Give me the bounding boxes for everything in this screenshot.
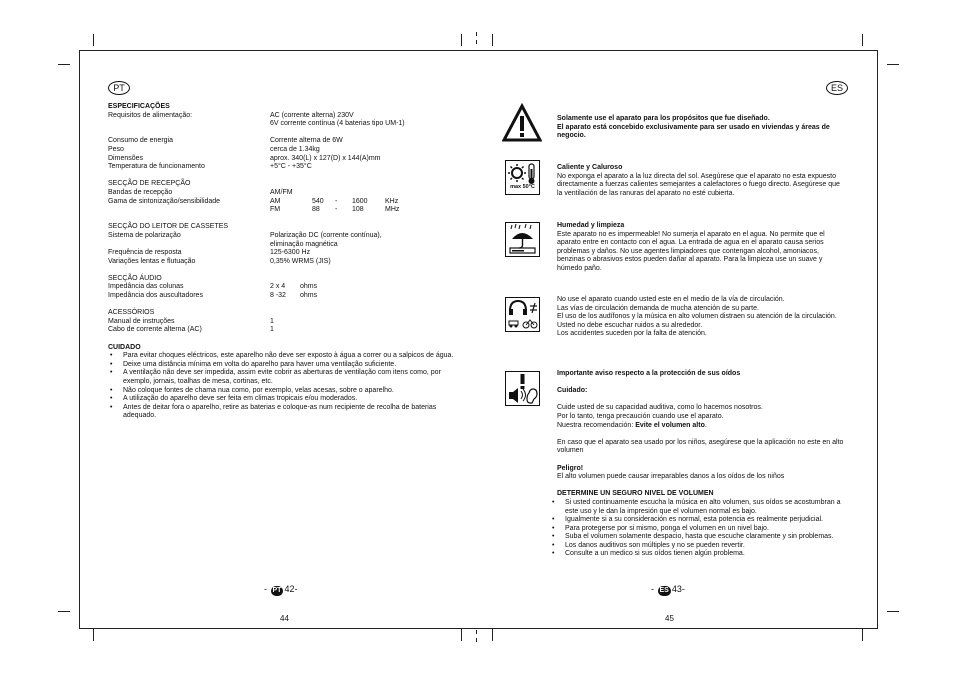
crop-mark bbox=[93, 34, 94, 46]
spec-unit: ohms bbox=[300, 283, 318, 291]
crop-mark bbox=[476, 638, 477, 642]
spec-value: eliminação magnética bbox=[270, 240, 338, 248]
warn-text: Solamente use el aparato para los propósitos que fue diseñado. El aparato está concebido exclusivamente para ser usado en viviendas y áreas de negocio. bbox=[557, 115, 830, 140]
spec-label: Gama de sintonização/sensibilidade bbox=[108, 197, 221, 205]
spec-label: Sistema de polarização bbox=[108, 231, 181, 239]
folio-prefix: - bbox=[264, 584, 270, 594]
crop-mark bbox=[58, 64, 70, 65]
band-min: 88 bbox=[312, 206, 320, 214]
crop-mark bbox=[492, 629, 493, 641]
spec-row bbox=[108, 198, 468, 207]
spec-value: AM/FM bbox=[270, 188, 293, 196]
left-spec-block bbox=[108, 103, 468, 421]
spec-row bbox=[108, 326, 468, 335]
spec-value: AC (corrente alterna) 230V bbox=[270, 111, 354, 119]
spec-row bbox=[108, 258, 468, 267]
umbrella-rain-icon bbox=[505, 222, 540, 257]
lang-badge-es: ES bbox=[826, 81, 848, 95]
crop-mark bbox=[461, 629, 462, 641]
band-unit: MHz bbox=[385, 206, 400, 214]
children-text: En caso que el aparato sea usado por los niños, asegúrese que la aplicación no este en alto volumen bbox=[557, 438, 844, 455]
spec-value: 6V corrente contínua (4 baterias tipo UM-1) bbox=[270, 120, 405, 128]
crop-mark bbox=[58, 611, 70, 612]
spec-value: cerca de 1.34kg bbox=[270, 145, 320, 153]
list-item: • Não coloque fontes de chama nua como, por exemplo, velas acesas, sobre o aparelho. bbox=[108, 387, 460, 396]
danger-text: El alto volumen puede causar irreparables danos a los oídos de los niños bbox=[557, 473, 785, 481]
spec-unit: ohms bbox=[300, 292, 318, 300]
hearing-section bbox=[557, 370, 849, 559]
sun-thermometer-icon bbox=[505, 160, 540, 195]
spec-value: Corrente alterna de 6W bbox=[270, 137, 343, 145]
spec-row bbox=[108, 155, 468, 164]
spec-value: 125-6300 Hz bbox=[270, 249, 311, 257]
right-page-number: 45 bbox=[665, 614, 674, 623]
crop-mark bbox=[93, 629, 94, 641]
spec-value: 8 -32 bbox=[270, 292, 286, 300]
heat-text: No exponga el aparato a la luz directa del sol. Asegúrese que el aparato no esta expuesto directamente a fuerzas calientes semejantes a calefactores o fuego directo. Asegúrese que la ventilación de las ranuras del aparato no esté cubierta. bbox=[557, 172, 840, 197]
crop-mark bbox=[476, 32, 477, 36]
acc-title: ACESSÓRIOS bbox=[108, 309, 155, 317]
hearing-caution: Cuidado: bbox=[557, 387, 588, 395]
spec-row bbox=[108, 241, 468, 250]
heat-section bbox=[557, 164, 847, 198]
band: AM bbox=[270, 197, 281, 205]
spec-label: Variações lentas e flutuação bbox=[108, 257, 196, 265]
list-item: • Para evitar choques eléctricos, este aparelho não deve ser exposto à água a correr ou a salpicos de água. bbox=[108, 352, 460, 361]
spec-label: Peso bbox=[108, 145, 124, 153]
warning-triangle-icon bbox=[502, 103, 542, 143]
crop-mark bbox=[476, 630, 477, 634]
crop-mark bbox=[476, 40, 477, 44]
humidity-text: Este aparato no es impermeable! No sumerja el aparato en el agua. No permite que el aparato entre en contacto con el agua. La entrada de agua en el aparato causa serios problemas y daños. No use agentes limpiadores que contengan alcohol, amoniacos, benzinas o abrasivos estos pueden dañar al aparato. Para la limpieza use un suave y húmedo paño. bbox=[557, 230, 825, 272]
left-folio bbox=[264, 585, 297, 596]
right-folio bbox=[651, 585, 685, 596]
spec-row bbox=[108, 318, 468, 327]
crop-mark bbox=[492, 34, 493, 46]
spec-row bbox=[108, 206, 468, 215]
spec-label: Impedância das colunas bbox=[108, 283, 184, 291]
safe-volume-title: DETERMINE UN SEGURO NIVEL DE VOLUMEN bbox=[557, 490, 714, 498]
loud-speaker-ear-icon bbox=[505, 371, 540, 406]
hearing-text-block bbox=[557, 404, 849, 430]
rx-title: SECÇÃO DE RECEPÇÃO bbox=[108, 180, 191, 188]
crop-mark bbox=[461, 34, 462, 46]
band-unit: KHz bbox=[385, 197, 399, 205]
spec-value: +5°C - +35°C bbox=[270, 163, 312, 171]
folio-number: 43- bbox=[671, 584, 685, 594]
cassette-title: SECÇÃO DO LEITOR DE CASSETES bbox=[108, 223, 229, 231]
spec-row bbox=[108, 112, 468, 121]
spec-value: Polarização DC (corrente contínua), bbox=[270, 231, 382, 239]
band-dash: - bbox=[335, 197, 338, 205]
spec-row bbox=[108, 146, 468, 155]
spec-value: 0,35% WRMS (JIS) bbox=[270, 257, 331, 265]
caution-title: CUIDADO bbox=[108, 343, 141, 351]
spec-row bbox=[108, 249, 468, 258]
spec-row bbox=[108, 189, 468, 198]
band-dash: - bbox=[335, 206, 338, 214]
heat-icon-label: max 50°C bbox=[510, 184, 535, 190]
headphones-road-icon bbox=[505, 297, 540, 332]
road-text: No use el aparato cuando usted este en el medio de la vía de circulación. Las vías de circulación demanda de mucha atención de su parte. El uso de los audífonos y la música en alto volumen distraen su atención de la circulación. Usted no debe escuchar ruidos a su alrededor. Los accidentes suceden por la falta de atención. bbox=[557, 296, 837, 338]
spec-row bbox=[108, 163, 468, 172]
spec-label: Impedância dos auscultadores bbox=[108, 292, 203, 300]
list-item: • A ventilação não deve ser impedida, assim evite cobrir as aberturas de ventilação com itens como, por exemplo, jornais, toalhas de mesa, cortinas, etc. bbox=[108, 369, 460, 386]
list-item: • Suba el volumen solamente despacio, hasta que escuche claramente y sin problemas. bbox=[550, 533, 849, 542]
spec-power bbox=[108, 112, 468, 129]
spec-label: Cabo de corrente alterna (AC) bbox=[108, 326, 202, 334]
hearing-text: Cuide usted de su capacidad auditiva, como lo hacemos nosotros. Por lo tanto, tenga precaución cuando use el aparato. Nuestra recomendación: bbox=[557, 404, 763, 429]
safe-volume-list bbox=[550, 499, 849, 559]
spec-title: ESPECIFICAÇÕES bbox=[108, 103, 170, 110]
hearing-recommendation: Evite el volumen alto bbox=[635, 421, 705, 429]
list-item: • Deixe uma distância mínima em volta do aparelho para haver uma ventilação suficiente. bbox=[108, 361, 460, 370]
band-min: 540 bbox=[312, 197, 324, 205]
left-page-number: 44 bbox=[280, 614, 289, 623]
spec-row bbox=[108, 120, 468, 129]
list-item: • Antes de deitar fora o aparelho, retire as baterias e coloque-as num recipiente de recolha de baterias adequado. bbox=[108, 404, 460, 421]
folio-number: 42- bbox=[284, 584, 298, 594]
spec-row bbox=[108, 292, 468, 301]
band: FM bbox=[270, 206, 281, 214]
spec-row bbox=[108, 232, 468, 241]
crop-mark bbox=[887, 611, 899, 612]
list-item: • Los danos auditivos son múltiples y no se pueden revertir. bbox=[550, 542, 849, 551]
spec-value: 1 bbox=[270, 326, 274, 334]
spec-label: Dimensões bbox=[108, 154, 144, 162]
spec-label: Bandas de recepção bbox=[108, 188, 173, 196]
spec-label: Temperatura de funcionamento bbox=[108, 163, 205, 171]
spec-label: Requisitos de alimentação: bbox=[108, 111, 193, 119]
list-item: • A utilização do aparelho deve ser feita em climas tropicais e/ou moderados. bbox=[108, 395, 460, 404]
list-item: • Igualmente si a su consideración es normal, esta potencia es realmente perjudicial. bbox=[550, 516, 849, 525]
lang-badge-pt: PT bbox=[108, 81, 130, 95]
list-item: • Consulte a un medico si sus oídos tienen algún problema. bbox=[550, 550, 849, 559]
spec-label: Frequência de resposta bbox=[108, 249, 182, 257]
danger-title: Peligro! bbox=[557, 464, 584, 472]
spec-general bbox=[108, 137, 468, 171]
folio-lang-pill: PT bbox=[272, 587, 282, 594]
list-item: • Si usted continuamente escucha la música en alto volumen, sus oídos se acostumbran a este uso y le dan la impresión que el volumen normal es bajo. bbox=[550, 499, 849, 516]
spec-row bbox=[108, 137, 468, 146]
spec-label: Consumo de energia bbox=[108, 137, 173, 145]
list-item: • Para protegerse por si mismo, ponga el volumen en un nivel bajo. bbox=[550, 525, 849, 534]
crop-mark bbox=[862, 629, 863, 641]
hearing-title: Importante aviso respecto a la protección de sus oídos bbox=[557, 370, 741, 377]
band-max: 1600 bbox=[352, 197, 368, 205]
humidity-section bbox=[557, 222, 847, 274]
caution-list bbox=[108, 352, 460, 421]
hearing-dot: . bbox=[704, 421, 707, 429]
folio-prefix: - bbox=[651, 584, 657, 594]
spec-value: aprox. 340(L) x 127(D) x 144(A)mm bbox=[270, 154, 381, 162]
humidity-title: Humedad y limpieza bbox=[557, 222, 625, 229]
spec-row bbox=[108, 283, 468, 292]
band-max: 108 bbox=[352, 206, 364, 214]
spec-label: Manual de instruções bbox=[108, 317, 175, 325]
crop-mark bbox=[887, 64, 899, 65]
audio-title: SECÇÃO ÁUDIO bbox=[108, 274, 162, 282]
crop-mark bbox=[862, 34, 863, 46]
spec-value: 1 bbox=[270, 317, 274, 325]
heat-title: Caliente y Caluroso bbox=[557, 164, 623, 171]
spec-value: 2 x 4 bbox=[270, 283, 286, 291]
folio-lang-pill: ES bbox=[659, 587, 669, 594]
